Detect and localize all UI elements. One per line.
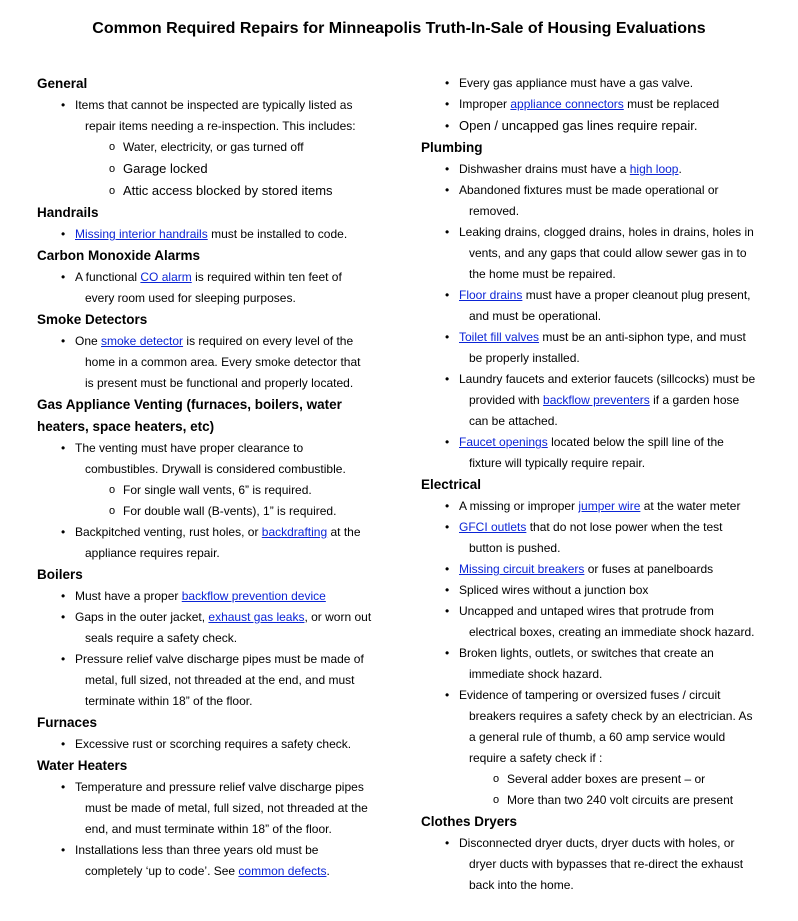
section-clothes-dryers xyxy=(421,811,771,896)
section-co-alarms xyxy=(37,245,382,309)
bullet-text: Leaking drains, clogged drains, holes in drains, holes in xyxy=(459,225,754,239)
bullet-text: can be attached. xyxy=(469,414,558,428)
link-backflow-prevention-device[interactable]: backflow prevention device xyxy=(181,589,326,603)
bullet-text: that do not lose power when the test xyxy=(526,520,723,534)
bullet-text: end, and must terminate within 18” of the floor. xyxy=(85,822,332,836)
bullet-item xyxy=(421,432,771,474)
section-water-heaters xyxy=(37,755,382,882)
bullet-text: . xyxy=(678,162,682,176)
link-exhaust-gas-leaks[interactable]: exhaust gas leaks xyxy=(208,610,305,624)
section-gas-venting xyxy=(37,394,382,564)
bullet-text: Must have a proper xyxy=(75,589,182,603)
bullet-item xyxy=(37,331,382,394)
bullet-text: , or worn out xyxy=(304,610,372,624)
bullet-text: appliance requires repair. xyxy=(85,546,220,560)
heading-electrical: Electrical xyxy=(421,477,482,492)
bullet-text: Abandoned fixtures must be made operational or xyxy=(459,183,719,197)
bullet-text: be properly installed. xyxy=(469,351,580,365)
heading-line: heaters, space heaters, etc) xyxy=(37,419,215,434)
bullet-text: fixture will typically require repair. xyxy=(469,456,646,470)
bullet-item xyxy=(37,607,382,649)
bullet-text: Disconnected dryer ducts, dryer ducts with holes, or xyxy=(459,836,735,850)
bullet-text: require a safety check if : xyxy=(469,751,603,765)
link-co-alarm[interactable]: CO alarm xyxy=(140,270,192,284)
bullet-item xyxy=(37,586,382,607)
bullet-text: combustibles. Drywall is considered combustible. xyxy=(85,462,346,476)
bullet-text: is present must be functional and properly located. xyxy=(85,376,354,390)
bullet-text: must have a proper cleanout plug present, xyxy=(522,288,751,302)
bullet-text: every room used for sleeping purposes. xyxy=(85,291,296,305)
section-general xyxy=(37,73,382,202)
bullet-text: Broken lights, outlets, or switches that create an xyxy=(459,646,714,660)
heading-smoke-detectors: Smoke Detectors xyxy=(37,312,148,327)
bullet-text: The venting must have proper clearance to xyxy=(75,441,304,455)
link-backdrafting[interactable]: backdrafting xyxy=(261,525,328,539)
bullet-line xyxy=(75,861,382,882)
bullet-item xyxy=(37,649,382,712)
bullet-item: • Spliced wires without a junction box xyxy=(421,580,771,601)
bullet-text: electrical boxes, creating an immediate shock hazard. xyxy=(469,625,755,639)
bullet-text: must be an anti-siphon type, and must xyxy=(539,330,746,344)
link-gfci-outlets[interactable]: GFCI outlets xyxy=(459,520,527,534)
bullet-text: a general rule of thumb, a 60 amp service would xyxy=(469,730,726,744)
section-smoke-detectors xyxy=(37,309,382,394)
link-missing-circuit-breakers[interactable]: Missing circuit breakers xyxy=(459,562,585,576)
link-floor-drains[interactable]: Floor drains xyxy=(459,288,523,302)
sub-bullet-item: o Water, electricity, or gas turned off xyxy=(37,137,382,158)
bullet-text: Dishwasher drains must have a xyxy=(459,162,630,176)
bullet-text: home in a common area. Every smoke detector that xyxy=(85,355,361,369)
link-toilet-fill-valves[interactable]: Toilet fill valves xyxy=(459,330,540,344)
bullet-item xyxy=(421,159,771,180)
bullet-text: Pressure relief valve discharge pipes must be made of xyxy=(75,652,364,666)
bullet-text: if a garden hose xyxy=(649,393,740,407)
sub-bullet-item: o For double wall (B-vents), 1” is required. xyxy=(37,501,382,522)
bullet-text: immediate shock hazard. xyxy=(469,667,603,681)
bullet-text: back into the home. xyxy=(469,878,574,892)
link-smoke-detector[interactable]: smoke detector xyxy=(101,334,184,348)
sub-bullet-item: o For single wall vents, 6” is required. xyxy=(37,480,382,501)
bullet-item xyxy=(421,685,771,769)
sub-bullet-item: o Several adder boxes are present – or xyxy=(421,769,771,790)
bullet-text: A functional xyxy=(75,270,141,284)
bullet-text: removed. xyxy=(469,204,520,218)
heading-line: Gas Appliance Venting (furnaces, boilers, water xyxy=(37,397,342,412)
bullet-text: Evidence of tampering or oversized fuses / circuit xyxy=(459,688,721,702)
bullet-item xyxy=(421,517,771,559)
heading-plumbing: Plumbing xyxy=(421,140,483,155)
heading-gas-venting xyxy=(37,394,382,438)
bullet-item: • Every gas appliance must have a gas valve. xyxy=(421,73,771,94)
bullet-text: is required on every level of the xyxy=(183,334,354,348)
bullet-item xyxy=(421,180,771,222)
link-common-defects[interactable]: common defects xyxy=(238,864,327,878)
section-handrails xyxy=(37,202,382,245)
left-column xyxy=(37,73,382,882)
heading-clothes-dryers: Clothes Dryers xyxy=(421,814,518,829)
bullet-text: Backpitched venting, rust holes, or xyxy=(75,525,262,539)
heading-water-heaters: Water Heaters xyxy=(37,758,128,773)
bullet-text: metal, full sized, not threaded at the end, and must xyxy=(85,673,355,687)
bullet-item xyxy=(421,833,771,896)
bullet-text: Laundry faucets and exterior faucets (sillcocks) must be xyxy=(459,372,756,386)
bullet-item xyxy=(421,643,771,685)
bullet-text: must be installed to code. xyxy=(207,227,348,241)
bullet-item xyxy=(421,559,771,580)
heading-furnaces: Furnaces xyxy=(37,715,98,730)
bullet-text: Installations less than three years old must be xyxy=(75,843,319,857)
bullet-text: at the xyxy=(327,525,361,539)
link-backflow-preventers[interactable]: backflow preventers xyxy=(543,393,650,407)
bullet-text: button is pushed. xyxy=(469,541,561,555)
bullet-text: provided with xyxy=(469,393,544,407)
bullet-text: Temperature and pressure relief valve discharge pipes xyxy=(75,780,364,794)
bullet-text: is required within ten feet of xyxy=(191,270,342,284)
bullet-item xyxy=(37,95,382,137)
bullet-text: vents, and any gaps that could allow sewer gas in to xyxy=(469,246,747,260)
sub-bullet-item: o Attic access blocked by stored items xyxy=(37,180,382,202)
bullet-text: Gaps in the outer jacket, xyxy=(75,610,209,624)
bullet-text: Uncapped and untaped wires that protrude from xyxy=(459,604,714,618)
right-column xyxy=(421,73,771,896)
bullet-item xyxy=(421,285,771,327)
bullet-item xyxy=(421,327,771,369)
link-missing-interior-handrails[interactable]: Missing interior handrails xyxy=(75,227,208,241)
bullet-text: breakers requires a safety check by an electrician. As xyxy=(469,709,753,723)
bullet-text: Items that cannot be inspected are typically listed as xyxy=(75,98,353,112)
bullet-text: dryer ducts with bypasses that re-direct the exhaust xyxy=(469,857,744,871)
section-furnaces xyxy=(37,712,382,755)
bullet-item xyxy=(37,840,382,882)
link-jumper-wire[interactable]: jumper wire xyxy=(578,499,641,513)
bullet-item xyxy=(37,438,382,480)
heading-general: General xyxy=(37,76,88,91)
page-title: Common Required Repairs for Minneapolis Truth-In-Sale of Housing Evaluations xyxy=(92,20,706,37)
bullet-text: must be replaced xyxy=(623,97,720,111)
bullet-item: • Excessive rust or scorching requires a safety check. xyxy=(37,734,382,755)
bullet-text: seals require a safety check. xyxy=(85,631,238,645)
bullet-item xyxy=(421,369,771,432)
link-appliance-connectors[interactable]: appliance connectors xyxy=(510,97,624,111)
bullet-item xyxy=(37,777,382,840)
bullet-item xyxy=(37,224,382,245)
sub-bullet-item: o Garage locked xyxy=(37,158,382,180)
bullet-item xyxy=(421,601,771,643)
bullet-text: at the water meter xyxy=(640,499,741,513)
link-faucet-openings[interactable]: Faucet openings xyxy=(459,435,548,449)
bullet-text: terminate within 18” of the floor. xyxy=(85,694,253,708)
bullet-text: One xyxy=(75,334,102,348)
bullet-item xyxy=(37,522,382,564)
bullet-text: Improper xyxy=(459,97,511,111)
bullet-item xyxy=(421,222,771,285)
bullet-item xyxy=(421,94,771,115)
sub-bullet-item: o More than two 240 volt circuits are present xyxy=(421,790,771,811)
heading-handrails: Handrails xyxy=(37,205,99,220)
bullet-text: . xyxy=(326,864,330,878)
bullet-item xyxy=(421,496,771,517)
heading-co-alarms: Carbon Monoxide Alarms xyxy=(37,248,201,263)
bullet-text: the home must be repaired. xyxy=(469,267,616,281)
bullet-text: A missing or improper xyxy=(459,499,579,513)
bullet-text: must be made of metal, full sized, not threaded at the xyxy=(85,801,368,815)
section-electrical xyxy=(421,474,771,811)
bullet-text: completely ‘up to code’. See xyxy=(85,864,239,878)
bullet-line xyxy=(459,390,771,411)
bullet-item xyxy=(37,267,382,309)
heading-boilers: Boilers xyxy=(37,567,83,582)
section-gas-continued xyxy=(421,73,771,137)
section-plumbing xyxy=(421,137,771,474)
bullet-text: repair items needing a re-inspection. This includes: xyxy=(85,119,356,133)
bullet-item: • Open / uncapped gas lines require repair. xyxy=(421,115,771,137)
section-boilers xyxy=(37,564,382,712)
bullet-text: and must be operational. xyxy=(469,309,602,323)
bullet-text: located below the spill line of the xyxy=(547,435,724,449)
bullet-text: or fuses at panelboards xyxy=(584,562,714,576)
link-high-loop[interactable]: high loop xyxy=(629,162,679,176)
